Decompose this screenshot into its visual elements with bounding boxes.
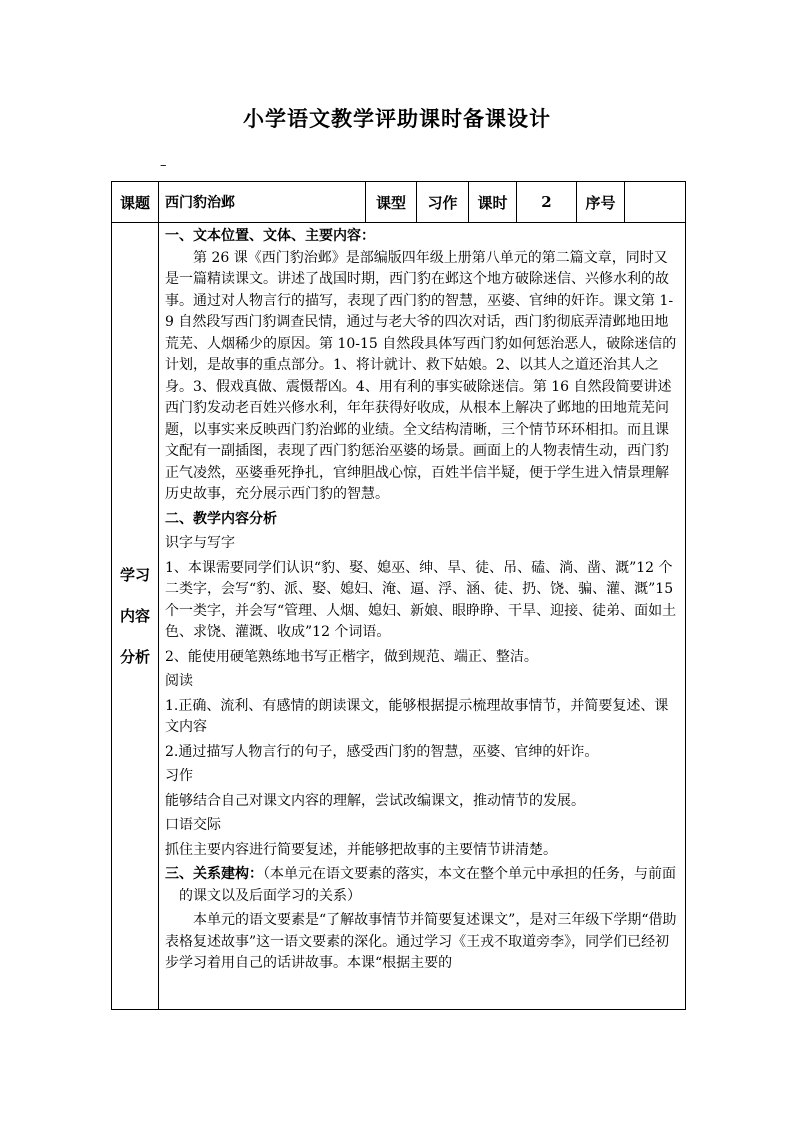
lesson-name: 西门豹治邺 <box>159 182 366 223</box>
reading-item-2: 2.通过描写人物言行的句子，感受西门豹的智慧，巫婆、官绅的奸诈。 <box>165 743 599 760</box>
hours-value: 2 <box>517 182 577 223</box>
side-label <box>112 223 159 1010</box>
section3-heading: 三、关系建构： <box>165 866 263 882</box>
seq-label: 序号 <box>577 182 625 223</box>
content-row <box>112 223 686 1010</box>
page-title: 小学语文教学评助课时备课设计 <box>243 106 551 131</box>
reading-title: 阅读 <box>165 673 193 689</box>
section2-heading: 二、教学内容分析 <box>165 510 277 527</box>
side-label-line: 分析 <box>119 647 150 666</box>
content-cell <box>159 223 686 1010</box>
oral-title: 口语交际 <box>165 817 221 833</box>
seq-value <box>625 182 686 223</box>
writing-item-1: 能够结合自己对课文内容的理解，尝试改编课文，推动情节的发展。 <box>165 792 585 809</box>
section1-body: 第 26 课《西门豹治邺》是部编版四年级上册第八单元的第二篇文章，同时又是一篇精读课文。讲述了战国时期，西门豹在邺这个地方破除迷信、兴修水利的故事。通过对人物言行的描写，表现了西门豹的智慧，巫婆、官绅的奸诈。课文第 1-9 自然段写西门豹调查民情，通过与老大爷的四次对话，西门豹彻底弄清邺地田地荒芜、人烟稀少的原因。第 10-15 自然段具体写西门豹如何惩治恶人，破除迷信的计划，是故事的重点部分。1、将计就计、救下姑娘。2、以其人之道还治其人之身。3、假戏真做、震慑帮凶。4、用有利的事实破除迷信。第 16 自然段简要讲述西门豹发动老百姓兴修水利，年年获得好收成，从根本上解决了邺地的田地荒芜问题，以事实来反映西门豹治邺的业绩。全文结构清晰，三个情节环环相扣。而且课文配有一副插图，表现了西门豹惩治巫婆的场景。画面上的人物表情生动，西门豹正气凌然，巫婆垂死挣扎，官绅胆战心惊，百姓半信半疑，便于学生进入情景理解历史故事，充分展示西门豹的智慧。 <box>165 249 677 502</box>
section3-heading-line <box>165 864 679 907</box>
literacy-item-1: 1、本课需要同学们认识“豹、娶、媳巫、绅、旱、徒、吊、磕、淌、凿、溉”12 个二类字，会写“豹、派、娶、媳妇、淹、逼、浮、涵、徒、扔、饶、骗、灌、溉”15 个一类字，并会写“管理、人烟、媳妇、新娘、眼睁睁、干旱、迎接、徒弟、面如土色、求饶、灌溉、收成”12 个词语。 <box>165 559 677 640</box>
literacy-item-2: 2、能使用硬笔熟练地书写正楷字，做到规范、端正、整洁。 <box>165 648 538 665</box>
type-value: 习作 <box>417 182 469 223</box>
type-label: 课型 <box>366 182 417 223</box>
section3-body: 本单元的语文要素是“了解故事情节并简要复述课文”，是对三年级下学期“借助表格复述故事”这一语文要素的深化。通过学习《王戎不取道旁李》，同学们已经初步学习着用自己的话讲故事。本课“根据主要的 <box>165 912 677 971</box>
dash-mark: – <box>160 158 167 173</box>
side-label-line: 学习 <box>119 565 150 584</box>
lesson-label: 课题 <box>112 182 159 223</box>
writing-title: 习作 <box>165 768 193 784</box>
side-label-line: 内容 <box>119 606 150 625</box>
hours-label: 课时 <box>469 182 517 223</box>
lesson-plan-table <box>111 181 686 1010</box>
literacy-title: 识字与写字 <box>165 535 235 551</box>
reading-item-1: 1.正确、流利、有感情的朗读课文，能够根据提示梳理故事情节，并简要复述、课文内容 <box>165 697 669 735</box>
oral-item-1: 抓住主要内容进行简要复述，并能够把故事的主要情节讲清楚。 <box>165 841 557 858</box>
header-row <box>112 182 686 223</box>
section1-heading: 一、文本位置、文体、主要内容： <box>165 228 375 244</box>
section3-note: （本单元在语文要素的落实，本文在整个单元中承担的任务，与前面的课文以及后面学习的关系） <box>179 866 676 904</box>
